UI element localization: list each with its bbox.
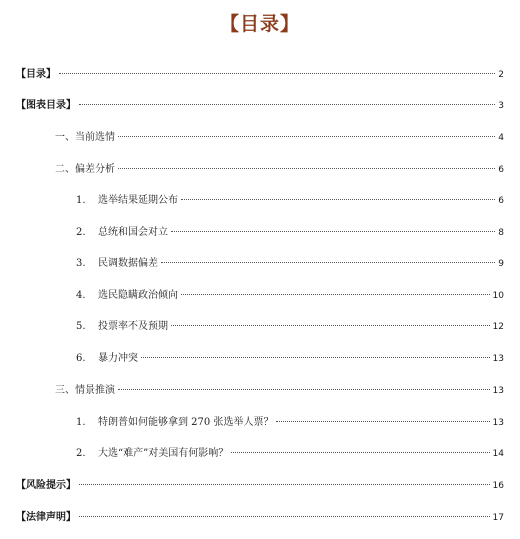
toc-entry[interactable] [76, 415, 504, 431]
dot-leader [118, 168, 495, 169]
toc-entry-label: 【风险提示】 [16, 480, 76, 491]
toc-entry-number: 4. [76, 290, 86, 301]
toc-entry-label: 【图表目录】 [16, 100, 76, 111]
toc-entry-page: 8 [498, 228, 504, 238]
toc-entry[interactable] [16, 510, 504, 526]
dot-leader [171, 325, 490, 326]
toc-entry-page: 16 [492, 481, 504, 491]
toc-entry-number: 3. [76, 258, 86, 269]
toc-entry-page: 6 [498, 165, 504, 175]
toc-entry-page: 13 [492, 418, 504, 428]
toc-entry-label: 情景推演 [75, 385, 115, 396]
toc-entry-label: 暴力冲突 [98, 353, 138, 364]
dot-leader [79, 516, 490, 517]
toc-entry-number: 2. [76, 448, 86, 459]
toc-entry-label: 总统和国会对立 [98, 227, 168, 238]
toc-entry-label: 特朗普如何能够拿到 270 张选举人票？ [98, 417, 274, 428]
toc-entry-page: 4 [498, 133, 504, 143]
toc-entry[interactable] [76, 319, 504, 335]
dot-leader [59, 73, 495, 74]
toc-entry-number: 二、 [55, 164, 75, 175]
dot-leader [161, 262, 495, 263]
toc-entry-label: 大选“难产”对美国有何影响？ [98, 448, 229, 459]
toc-entry[interactable] [76, 288, 504, 304]
toc-entry[interactable] [16, 98, 504, 114]
toc-entry-label: 民调数据偏差 [98, 258, 158, 269]
toc-entry-page: 17 [492, 513, 504, 523]
dot-leader [79, 484, 490, 485]
dot-leader [118, 389, 490, 390]
toc-entry-page: 9 [498, 259, 504, 269]
toc-entry[interactable] [76, 256, 504, 272]
toc-entry-page: 13 [492, 354, 504, 364]
toc-entry-page: 14 [492, 449, 504, 459]
toc-entry[interactable] [76, 351, 504, 367]
dot-leader [231, 452, 489, 453]
toc-entry-page: 13 [492, 386, 504, 396]
page-title: 【目录】 [219, 13, 300, 35]
toc-entry-label: 选举结果延期公布 [98, 195, 178, 206]
toc-entry-label: 偏差分析 [75, 164, 115, 175]
dot-leader [181, 199, 495, 200]
toc-entry-label: 当前选情 [75, 132, 115, 143]
toc-entry[interactable] [55, 383, 504, 399]
dot-leader [276, 421, 489, 422]
toc-entry-number: 1. [76, 417, 86, 428]
toc-entry[interactable] [76, 225, 504, 241]
toc-entry-page: 3 [498, 101, 504, 111]
toc-entry-number: 2. [76, 227, 86, 238]
toc-entry[interactable] [16, 67, 504, 83]
dot-leader [181, 294, 490, 295]
toc-entry-number: 1. [76, 195, 86, 206]
dot-leader [171, 231, 495, 232]
toc-entry-label: 投票率不及预期 [98, 321, 168, 332]
toc-entry-label: 选民隐瞒政治倾向 [98, 290, 178, 301]
dot-leader [79, 104, 495, 105]
toc-entry[interactable] [55, 130, 504, 146]
toc-entry-label: 【目录】 [16, 69, 56, 80]
toc-entry-number: 6. [76, 353, 86, 364]
toc-entry-number: 5. [76, 321, 86, 332]
toc-entry-number: 三、 [55, 385, 75, 396]
toc-entry-number: 一、 [55, 132, 75, 143]
toc-entry[interactable] [76, 446, 504, 462]
toc-entry[interactable] [55, 162, 504, 178]
toc-entry-page: 10 [492, 291, 504, 301]
toc-entry-page: 6 [498, 196, 504, 206]
dot-leader [141, 357, 490, 358]
toc-entry-label: 【法律声明】 [16, 512, 76, 523]
toc-entry-page: 12 [492, 322, 504, 332]
dot-leader [118, 136, 495, 137]
toc-entry[interactable] [16, 478, 504, 494]
toc-entry-page: 2 [498, 70, 504, 80]
toc-entry[interactable] [76, 193, 504, 209]
